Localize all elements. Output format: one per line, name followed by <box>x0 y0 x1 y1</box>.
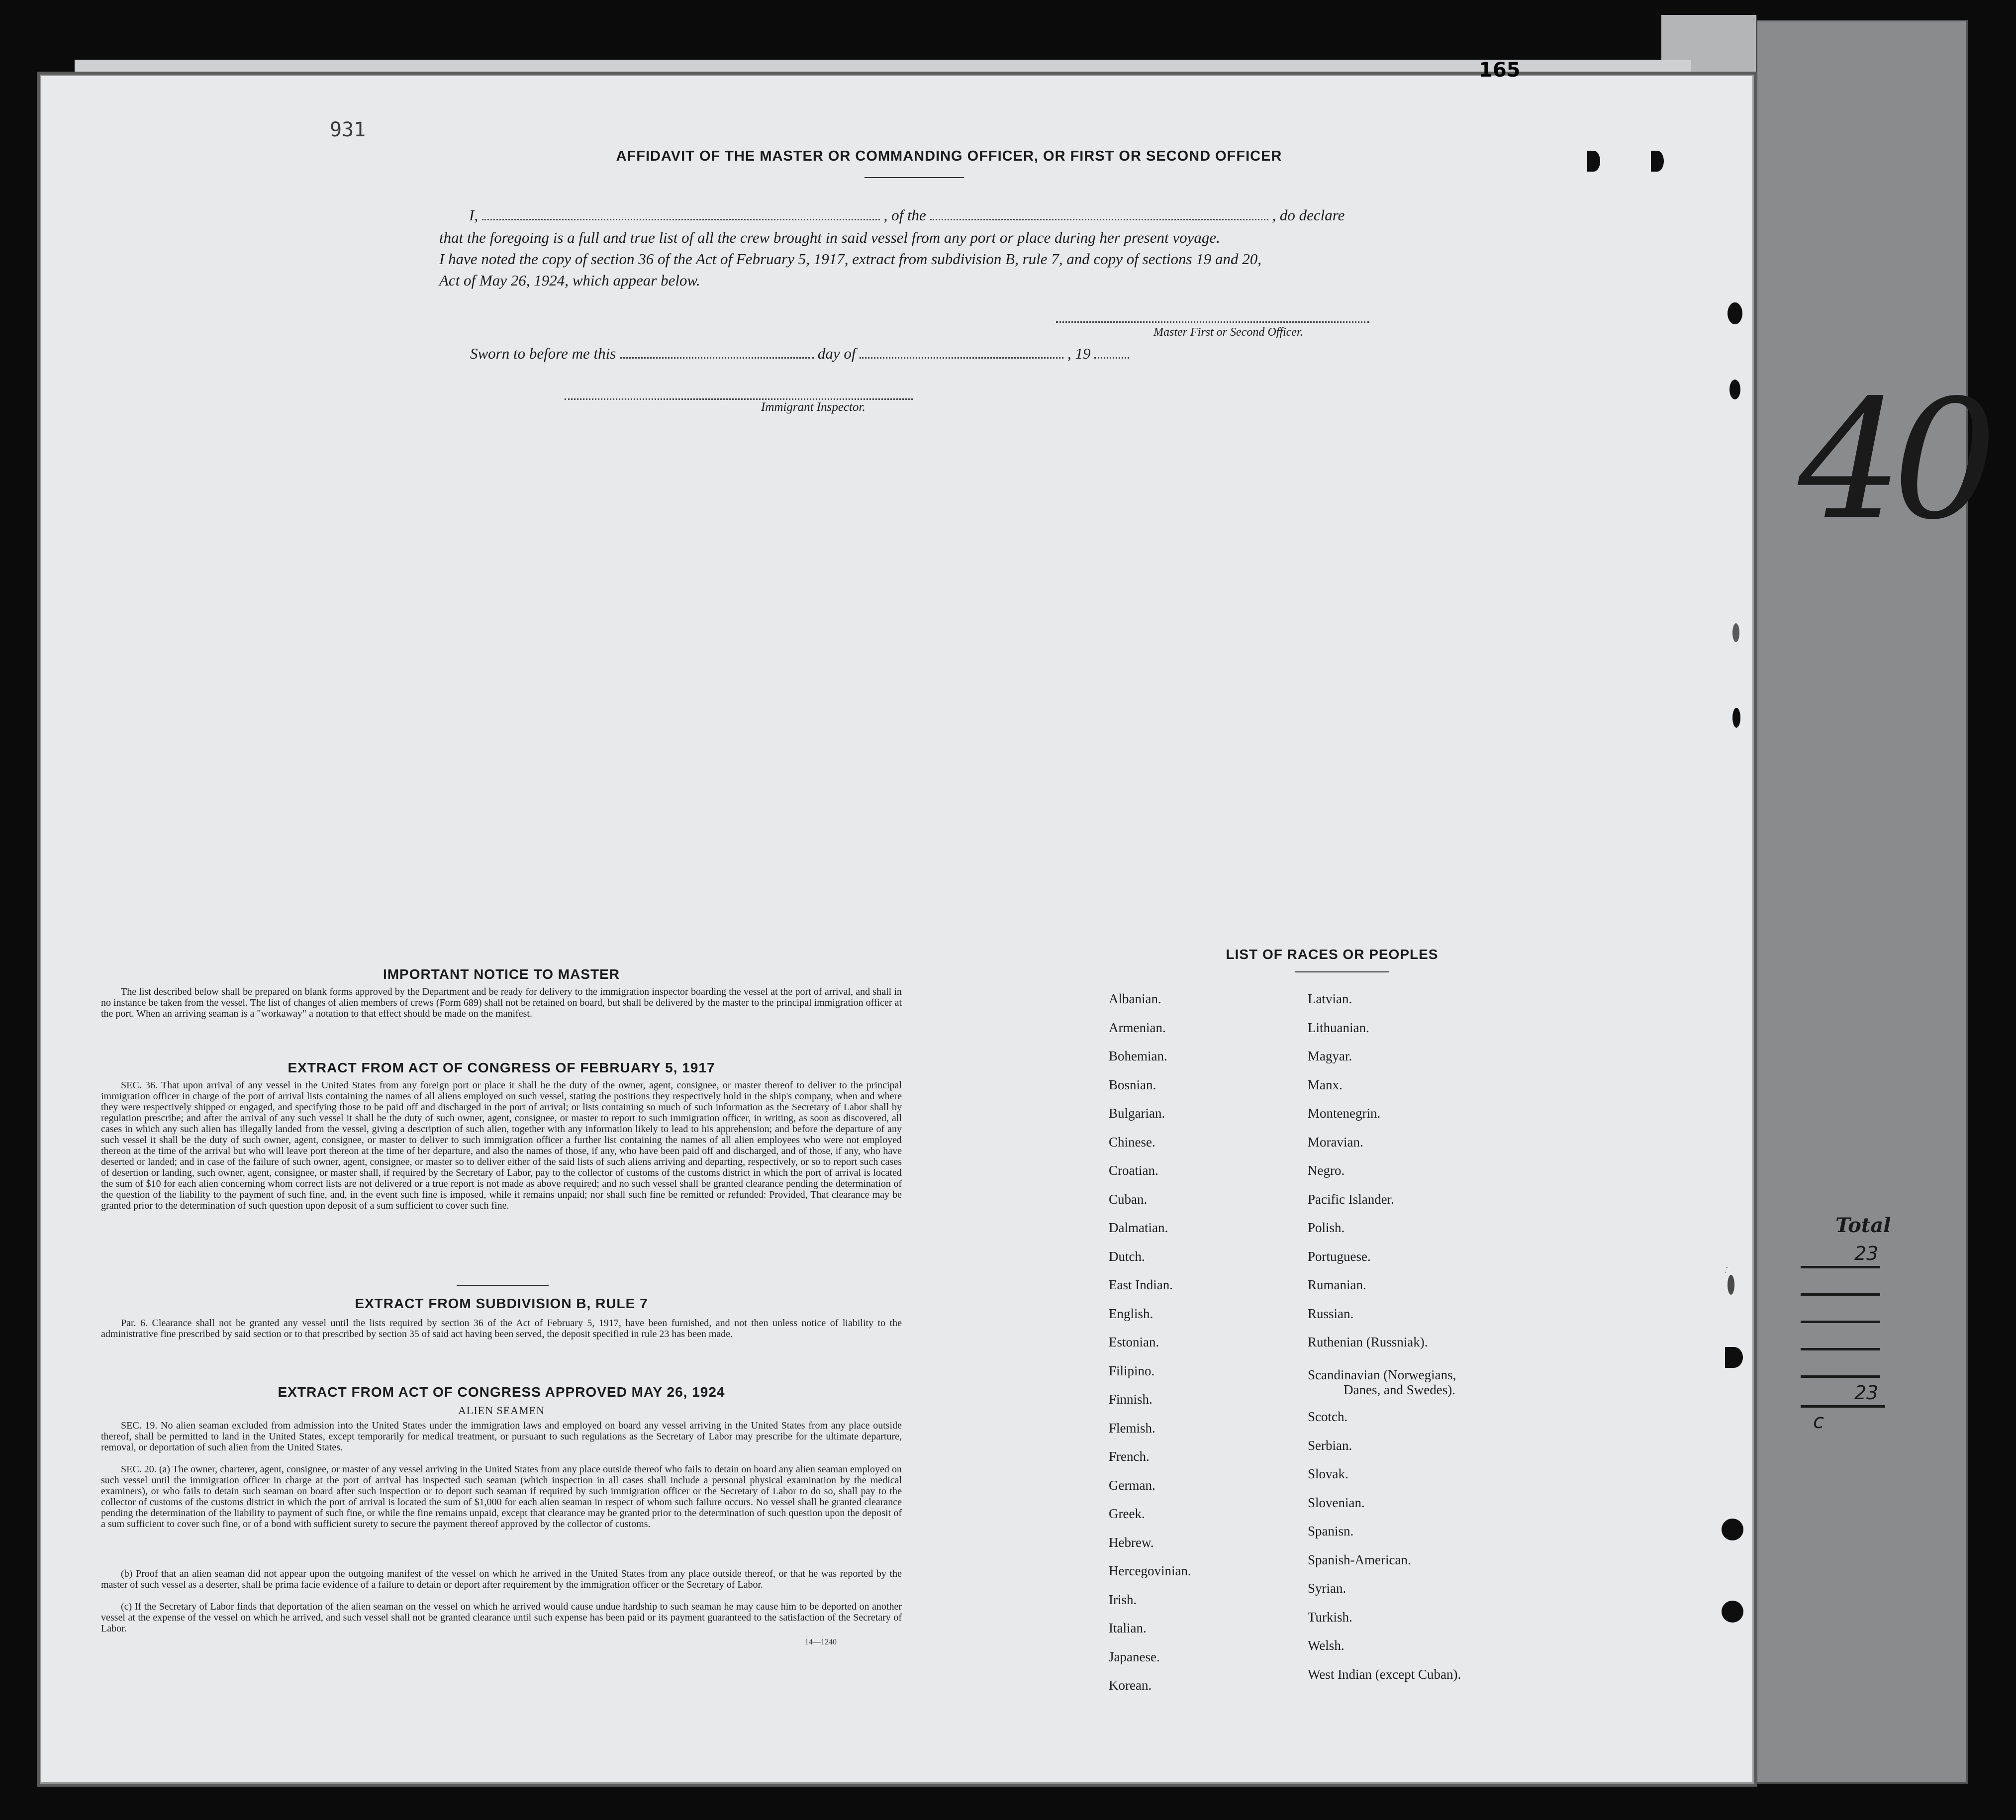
inspector-signature-field[interactable] <box>565 398 913 400</box>
race-item: Armenian. <box>1109 1020 1166 1035</box>
total-line <box>1801 1375 1880 1378</box>
extract-1924-title: EXTRACT FROM ACT OF CONGRESS APPROVED MAY 26, 1924 <box>278 1384 725 1400</box>
race-item: Montenegrin. <box>1308 1106 1381 1121</box>
notice-body: The list described below shall be prepared on blank forms approved by the Department and be ready for delivery to the immigration inspector boarding the vessel at the port of arrival, and shall in no instance be taken from the vessel. The list of changes of alien members of crews (Form 689) shall not be retained on board, but shall be delivered by the master to the principal immigration officer at the port. When an arriving seaman is a "workaway" a notation to that effect should be made on the manifest. <box>101 986 902 1019</box>
punch-hole <box>1732 623 1739 642</box>
sworn-label: Sworn to before me this <box>470 345 616 362</box>
vessel-field[interactable] <box>930 219 1268 220</box>
race-item: Korean. <box>1109 1678 1152 1693</box>
race-item: Portuguese. <box>1308 1248 1371 1264</box>
affidavit-line-0 <box>469 206 1444 224</box>
handwritten-mark: c <box>1813 1410 1824 1433</box>
inspector-label: Immigrant Inspector. <box>761 400 865 414</box>
race-item: Japanese. <box>1109 1649 1160 1664</box>
extract-1924-sec20a: SEC. 20. (a) The owner, charterer, agent, consignee, or master of any vessel arriving in the United States from any place outside thereof who fails to detain on board any alien seaman employed on such vessel until the immigration officer in charge at the port of arrival has inspected such seaman (which inspection in all cases shall include a personal physical examination by the medical examiners), or who fails to detain such seaman on board after such inspection or to deport such seaman if required by such immigration officer or the Secretary of Labor to do so, shall pay to the collector of customs of the customs district in which the port of arrival is located the sum of $1,000 for each alien seaman in respect of whom such failure occurs. No vessel shall be granted clearance pending the determination of the liability to payment of such fine, or while the fine remains unpaid, except that clearance may be granted prior to the determination of such question upon the deposit of a sum sufficient to cover such fine, or of a bond with sufficient surety to secure the payment thereof approved by the collector of customs. <box>101 1464 902 1530</box>
extract-1917-title: EXTRACT FROM ACT OF CONGRESS OF FEBRUARY 5, 1917 <box>288 1060 715 1075</box>
extract-1924-sec20c: (c) If the Secretary of Labor finds that deportation of the alien seaman on the vessel on which he arrived would cause undue hardship to such seaman he may cause him to be deported on another vessel at the expense of the vessel on which he arrived, and such vessel shall not be granted clearance until such expense has been paid or its payment guaranteed to the satisfaction of the Secretary of Labor. <box>101 1601 902 1634</box>
name-field[interactable] <box>482 219 880 220</box>
punch-hole <box>1587 151 1600 172</box>
form-number: 14—1240 <box>805 1638 837 1646</box>
extract-1924-sec19: SEC. 19. No alien seaman excluded from admission into the United States under the immigration laws and employed on board any vessel arriving in the United States from any place outside thereof, shall be permitted to land in the United States, except temporarily for medical treatment, or pursuant to such regulations as the Secretary of Labor may prescribe for the ultimate departure, removal, or deportation of such alien from the United States. <box>101 1420 902 1453</box>
race-item: Cuban. <box>1109 1191 1148 1207</box>
race-item: Finnish. <box>1109 1392 1152 1407</box>
race-item: Hercegovinian. <box>1109 1563 1191 1578</box>
extract-1924-sec20b: (b) Proof that an alien seaman did not appear upon the outgoing manifest of the vessel on which he arrived in the United States from any place outside thereof, or that he was reported by the master of such vessel as a deserter, shall be prima facie evidence of a failure to detain or deport after requirement by the immigration officer or the Secretary of Labor. <box>101 1568 902 1590</box>
race-item: Serbian. <box>1308 1437 1352 1453</box>
race-item: Magyar. <box>1308 1049 1352 1063</box>
divider <box>864 177 964 178</box>
punch-hole <box>1722 1519 1743 1540</box>
race-item: Rumanian. <box>1308 1277 1366 1292</box>
document-page <box>40 59 1754 1784</box>
race-item: Slovak. <box>1308 1466 1348 1481</box>
race-item: Bosnian. <box>1109 1077 1156 1092</box>
race-item: Slovenian. <box>1308 1495 1365 1510</box>
handwritten-number: 40 <box>1798 365 1987 556</box>
punch-hole <box>1732 708 1740 728</box>
total-line <box>1801 1405 1885 1408</box>
punch-hole <box>1725 1347 1743 1368</box>
race-item: German. <box>1109 1477 1155 1493</box>
race-item: Spanish-American. <box>1308 1552 1411 1567</box>
race-item: East Indian. <box>1109 1277 1173 1292</box>
race-item: Croatian. <box>1109 1163 1158 1178</box>
sworn-year-field[interactable] <box>1094 357 1129 359</box>
race-item: West Indian (except Cuban). <box>1308 1666 1461 1682</box>
i-label: I, <box>469 206 479 224</box>
extract-1924-subtitle: ALIEN SEAMEN <box>458 1404 545 1417</box>
punch-hole <box>1728 302 1742 324</box>
race-item: Danes, and Swedes). <box>1344 1382 1455 1397</box>
races-title: LIST OF RACES OR PEOPLES <box>1226 947 1439 962</box>
race-item: Moravian. <box>1308 1134 1363 1149</box>
total-label: Total <box>1835 1214 1891 1237</box>
total-line <box>1801 1321 1880 1323</box>
affidavit-title: AFFIDAVIT OF THE MASTER OR COMMANDING OFFICER, OR FIRST OR SECOND OFFICER <box>616 148 1282 164</box>
race-item: Hebrew. <box>1109 1534 1154 1550</box>
race-item: Latvian. <box>1308 991 1352 1006</box>
of-the-label: , of the <box>883 206 926 224</box>
race-item: Polish. <box>1308 1220 1345 1235</box>
race-item: Chinese. <box>1109 1134 1155 1149</box>
race-item: Lithuanian. <box>1308 1020 1369 1035</box>
affidavit-line-1: that the foregoing is a full and true list of all the crew brought in said vessel from any port or place during her present voyage. <box>439 229 1220 246</box>
day-of-label: day of <box>817 345 856 362</box>
rule7-body: Par. 6. Clearance shall not be granted any vessel until the lists required by section 36 of the Act of February 5, 1917, have been furnished, and not then unless notice of liability to the administrative fine prescribed by said section or to that prescribed by section 35 of said act having been served, the deposit specified in rule 23 has been made. <box>101 1318 902 1340</box>
race-item: Filipino. <box>1109 1363 1155 1378</box>
race-item: Russian. <box>1308 1306 1354 1321</box>
race-item: Welsh. <box>1308 1638 1344 1653</box>
race-item: Estonian. <box>1109 1335 1159 1349</box>
total-value-1: 23 <box>1854 1243 1879 1264</box>
race-item: English. <box>1109 1306 1153 1321</box>
do-declare-label: , do declare <box>1272 206 1345 224</box>
punch-hole <box>1728 1275 1734 1295</box>
divider <box>457 1285 549 1286</box>
signature-field[interactable] <box>1056 321 1369 323</box>
total-line <box>1801 1293 1880 1296</box>
race-item: Scandinavian (Norwegians, <box>1308 1367 1456 1382</box>
race-item: French. <box>1109 1449 1150 1464</box>
race-item: Dutch. <box>1109 1248 1145 1264</box>
punch-hole <box>1729 380 1740 399</box>
affidavit-line-3: Act of May 26, 1924, which appear below. <box>439 272 700 289</box>
sworn-day-field[interactable] <box>620 357 814 359</box>
total-line <box>1801 1348 1880 1350</box>
race-item: Albanian. <box>1109 991 1161 1006</box>
punch-hole <box>1651 151 1664 172</box>
race-item: Pacific Islander. <box>1308 1191 1394 1207</box>
sworn-month-field[interactable] <box>860 357 1063 359</box>
extract-1917-body: SEC. 36. That upon arrival of any vessel in the United States from any foreign port or place it shall be the duty of the owner, agent, consignee, or master thereof to deliver to the principal immigration officer in charge of the port of arrival lists containing the names of all aliens employed on such vessel, stating the positions they respectively hold in the ship's company, when and where they were respectively shipped or engaged, and specifying those to be paid off and discharged in the port of arrival; or lists containing so much of such information as the Secretary of Labor shall by regulation prescribe; and after the arrival of any such vessel it shall be the duty of such owner, agent, consignee, or master to report to such immigration officer, in writing, as soon as discovered, all cases in which any such alien has illegally landed from the vessel, giving a description of such alien, together with any information likely to lead to his apprehension; and before the departure of any such vessel it shall be the duty of such owner, agent, consignee, or master to deliver to such immigration officer a further list containing the names of all alien employees who were not employed thereon at the time of the arrival but who will leave port thereon at the time of her departure, and also the names of those, if any, who have been paid off and discharged, and of those, if any, who have deserted or landed; and in case of the failure of such owner, agent, consignee, or master so to deliver either of the said lists of such aliens arriving and departing, respectively, or so to report such cases of desertion or landing, such owner, agent, consignee, or master shall, if required by the Secretary of Labor, pay to the collector of customs of the customs district in which the port of arrival is located the sum of $10 for each alien concerning whom correct lists are not delivered or a true report is not made as above required; and no such vessel shall be granted clearance pending the determination of the question of the liability to the payment of such fine, and, in the event such fine is imposed, while it remains unpaid; nor shall such fine be remitted or refunded: Provided, That clearance may be granted prior to the determination of such question upon deposit of a sum sufficient to cover such fine. <box>101 1080 902 1211</box>
race-item: Irish. <box>1109 1592 1137 1607</box>
race-item: Bulgarian. <box>1109 1106 1165 1121</box>
race-item: Italian. <box>1109 1621 1147 1635</box>
race-item: Dalmatian. <box>1109 1220 1168 1235</box>
race-item: Bohemian. <box>1109 1049 1167 1063</box>
race-item: Scotch. <box>1308 1409 1348 1424</box>
rule7-title: EXTRACT FROM SUBDIVISION B, RULE 7 <box>355 1296 648 1311</box>
year-prefix: , 19 <box>1067 345 1091 362</box>
affidavit-line-2: I have noted the copy of section 36 of the Act of February 5, 1917, extract from subdivision B, rule 7, and copy of sections 19 and 20, <box>439 250 1262 268</box>
race-item: Flemish. <box>1109 1420 1155 1436</box>
race-item: Turkish. <box>1308 1609 1352 1625</box>
race-item: Negro. <box>1308 1163 1345 1178</box>
stamp-number: 931 <box>330 118 366 141</box>
total-value-2: 23 <box>1854 1382 1879 1404</box>
punch-hole <box>1722 1601 1743 1623</box>
race-item: Syrian. <box>1308 1581 1346 1596</box>
notice-title: IMPORTANT NOTICE TO MASTER <box>383 966 620 982</box>
race-item: Greek. <box>1109 1506 1145 1521</box>
race-item: Manx. <box>1308 1077 1343 1092</box>
punch-hole <box>1725 1272 1726 1273</box>
signature-label: Master First or Second Officer. <box>1153 326 1303 339</box>
divider <box>1295 971 1389 972</box>
race-item: Spanisn. <box>1308 1524 1354 1538</box>
sworn-line <box>470 345 1129 363</box>
race-item: Ruthenian (Russniak). <box>1308 1335 1428 1349</box>
total-line <box>1801 1266 1880 1268</box>
page-number: 165 <box>1479 59 1521 82</box>
